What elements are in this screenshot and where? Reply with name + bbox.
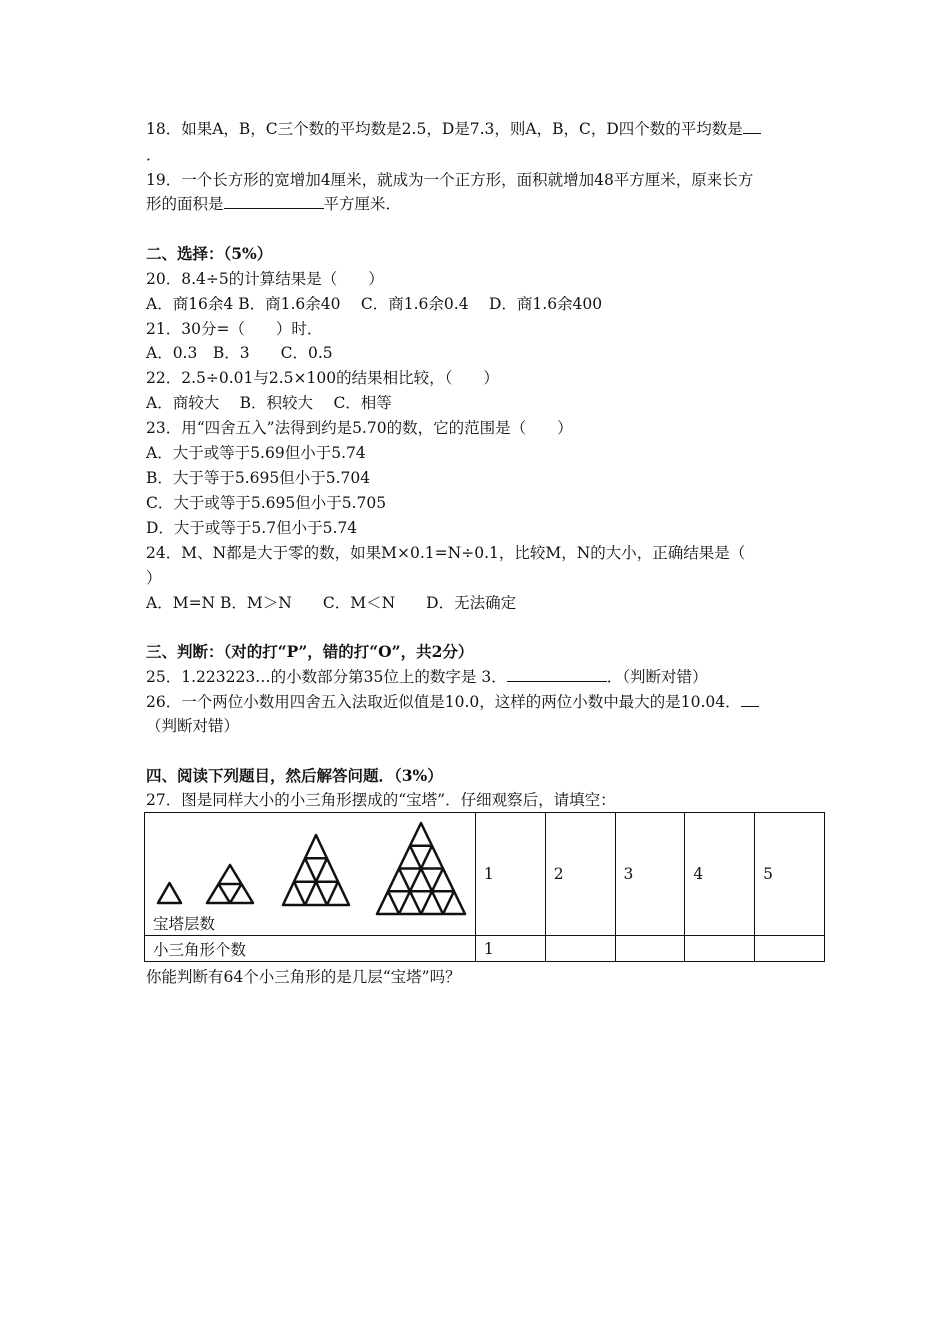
q20-options: A．商16余4 B．商1.6余40 C．商1.6余0.4 D．商1.6余400: [146, 295, 603, 313]
pagoda-3-layer: [283, 835, 349, 905]
q22-stem: 22．2.5÷0.01与2.5×100的结果相比较，（ ）: [146, 369, 499, 387]
q21-stem: 21．30分=（ ）时．: [146, 320, 323, 338]
count-cell-1: 1: [475, 936, 545, 962]
section4-title: 四、阅读下列题目，然后解答问题．（3%）: [146, 766, 443, 785]
pagoda-figure-cell: [145, 813, 476, 936]
q18-blank[interactable]: [743, 119, 761, 134]
row1-label: 宝塔层数: [153, 915, 216, 933]
layer-cell-4: 4: [685, 813, 755, 936]
layer-cell-1: 1: [475, 813, 545, 936]
q19-line2: 形的面积是 平方厘米．: [146, 195, 402, 213]
row2-label: 小三角形个数: [145, 936, 476, 962]
q20-stem: 20．8.4÷5的计算结果是（ ）: [146, 270, 384, 288]
count-cell-5[interactable]: [755, 936, 825, 962]
counts-row: [145, 936, 825, 962]
q25-line: 25．1.223223…的小数部分第35位上的数字是 3． ．（判断对错）: [146, 668, 708, 686]
layer-cell-2: 2: [545, 813, 615, 936]
q23-option-c: C．大于或等于5.695但小于5.705: [146, 494, 387, 512]
q27-stem: 27．图是同样大小的小三角形摆成的“宝塔”．仔细观察后，请填空：: [146, 791, 616, 809]
q23-option-b: B．大于等于5.695但小于5.704: [146, 469, 371, 487]
count-cell-2[interactable]: [545, 936, 615, 962]
q18-line2: ．: [146, 146, 162, 164]
q21-options: A．0.3 B．3 C．0.5: [146, 344, 333, 362]
pagoda-2-layer: [207, 865, 253, 903]
q26-blank[interactable]: [741, 692, 759, 707]
q24-line1: 24．M、N都是大于零的数，如果M×0.1=N÷0.1，比较M，N的大小，正确结果是（: [146, 544, 746, 562]
q26-line1: 26．一个两位小数用四舍五入法取近似值是10.0，这样的两位小数中最大的是10.04．: [146, 692, 759, 712]
q23-option-a: A．大于或等于5.69但小于5.74: [146, 444, 366, 462]
q19-line1: 19．一个长方形的宽增加4厘米，就成为一个正方形，面积就增加48平方厘米，原来长方: [146, 171, 754, 189]
q23-option-d: D．大于或等于5.7但小于5.74: [146, 519, 358, 537]
q26-line2: （判断对错）: [146, 717, 240, 735]
pagoda-table: [144, 812, 825, 962]
q22-options: A．商较大 B．积较大 C．相等: [146, 394, 392, 412]
q24-options: A．M=N B．M＞N C．M＜N D．无法确定: [146, 594, 517, 612]
pagoda-4-layer: [377, 823, 465, 914]
q19-blank[interactable]: [224, 194, 324, 209]
q24-line2: ）: [146, 569, 162, 587]
q27-question: 你能判断有64个小三角形的是几层“宝塔”吗？: [146, 968, 461, 986]
q18-line1: 18．如果A，B，C三个数的平均数是2.5，D是7.3，则A，B，C，D四个数的平均数是: [146, 119, 761, 139]
count-cell-4[interactable]: [685, 936, 755, 962]
section2-title: 二、选择：（5%）: [146, 244, 273, 263]
q25-blank[interactable]: [507, 667, 607, 682]
pagoda-1-layer: [158, 883, 181, 903]
section3-title: 三、判断：（对的打“P”，错的打“O”，共2分）: [146, 642, 474, 661]
layer-cell-5: 5: [755, 813, 825, 936]
count-cell-3[interactable]: [615, 936, 685, 962]
layer-cell-3: 3: [615, 813, 685, 936]
q23-stem: 23．用“四舍五入”法得到约是5.70的数，它的范围是（ ）: [146, 419, 573, 437]
layers-row: [145, 813, 825, 936]
